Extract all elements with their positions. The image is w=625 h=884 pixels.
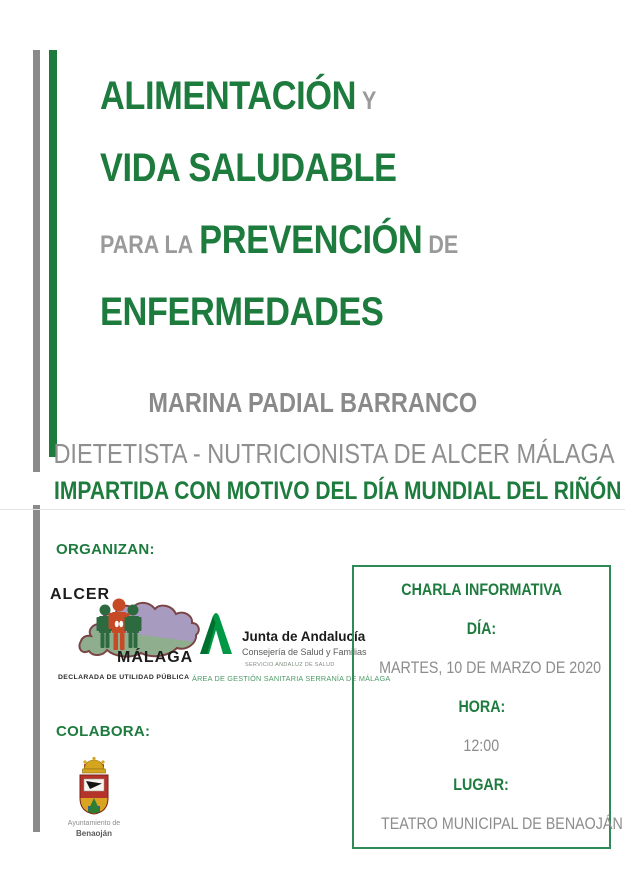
title-line-3: [100, 218, 517, 271]
organizers-label: ORGANIZAN:: [56, 541, 155, 558]
junta-area: ÁREA DE GESTIÓN SANITARIA SERRANÍA DE MÁLAGA: [192, 674, 391, 683]
title-line-2: [100, 146, 445, 199]
junta-name: Junta de Andalucía: [242, 629, 366, 644]
title-word-prevencion: PREVENCIÓN: [199, 218, 423, 262]
alcer-tagline: DECLARADA DE UTILIDAD PÚBLICA: [58, 674, 190, 681]
ayuntamiento-benaojan-logo: [55, 756, 133, 840]
day-value: MARTES, 10 DE MARZO DE 2020: [379, 658, 602, 677]
accent-bar-gray-bottom: [33, 505, 40, 832]
title-word-enfermedades: ENFERMEDADES: [100, 290, 384, 334]
alcer-region: MÁLAGA: [117, 649, 194, 666]
shield-icon: [77, 772, 111, 818]
title-word-para-la: PARA LA: [100, 231, 194, 259]
place-value: TEATRO MUNICIPAL DE BENAOJÁN: [381, 814, 623, 833]
section-divider: [0, 509, 625, 510]
junta-service: SERVICIO ANDALUZ DE SALUD: [245, 662, 335, 668]
info-box-title: CHARLA INFORMATIVA: [401, 580, 562, 599]
speaker-name: MARINA PADIAL BARRANCO: [148, 387, 477, 418]
title-word-de: DE: [428, 231, 459, 259]
day-label: DÍA:: [466, 619, 497, 638]
speaker-role: DIETETISTA - NUTRICIONISTA DE ALCER MÁLAGA: [53, 438, 615, 469]
alcer-malaga-logo: [46, 586, 208, 686]
alcer-name: ALCER: [50, 586, 111, 603]
event-motto: IMPARTIDA CON MOTIVO DEL DÍA MUNDIAL DEL RIÑÓN: [54, 477, 622, 505]
collaborator-label: COLABORA:: [56, 723, 151, 740]
junta-a-icon: [198, 610, 234, 656]
benaojan-coat-of-arms-icon: [77, 756, 111, 818]
time-label: HORA:: [458, 697, 505, 716]
crown-icon: [83, 757, 106, 773]
junta-department: Consejería de Salud y Familias: [242, 647, 367, 657]
junta-andalucia-logo: [190, 606, 391, 688]
time-value: 12:00: [463, 736, 500, 755]
title-word-y: Y: [362, 87, 377, 115]
event-info-box: [352, 565, 623, 849]
title-word-alimentacion: ALIMENTACIÓN: [100, 74, 356, 118]
ayuntamiento-caption-line1: Ayuntamiento de: [67, 820, 121, 827]
ayuntamiento-caption-line2: Benaoján: [75, 829, 112, 838]
title-line-1: [100, 74, 421, 127]
place-label: LUGAR:: [453, 775, 510, 794]
title-line-4: [100, 290, 430, 343]
title-word-vida-saludable: VIDA SALUDABLE: [100, 146, 397, 190]
